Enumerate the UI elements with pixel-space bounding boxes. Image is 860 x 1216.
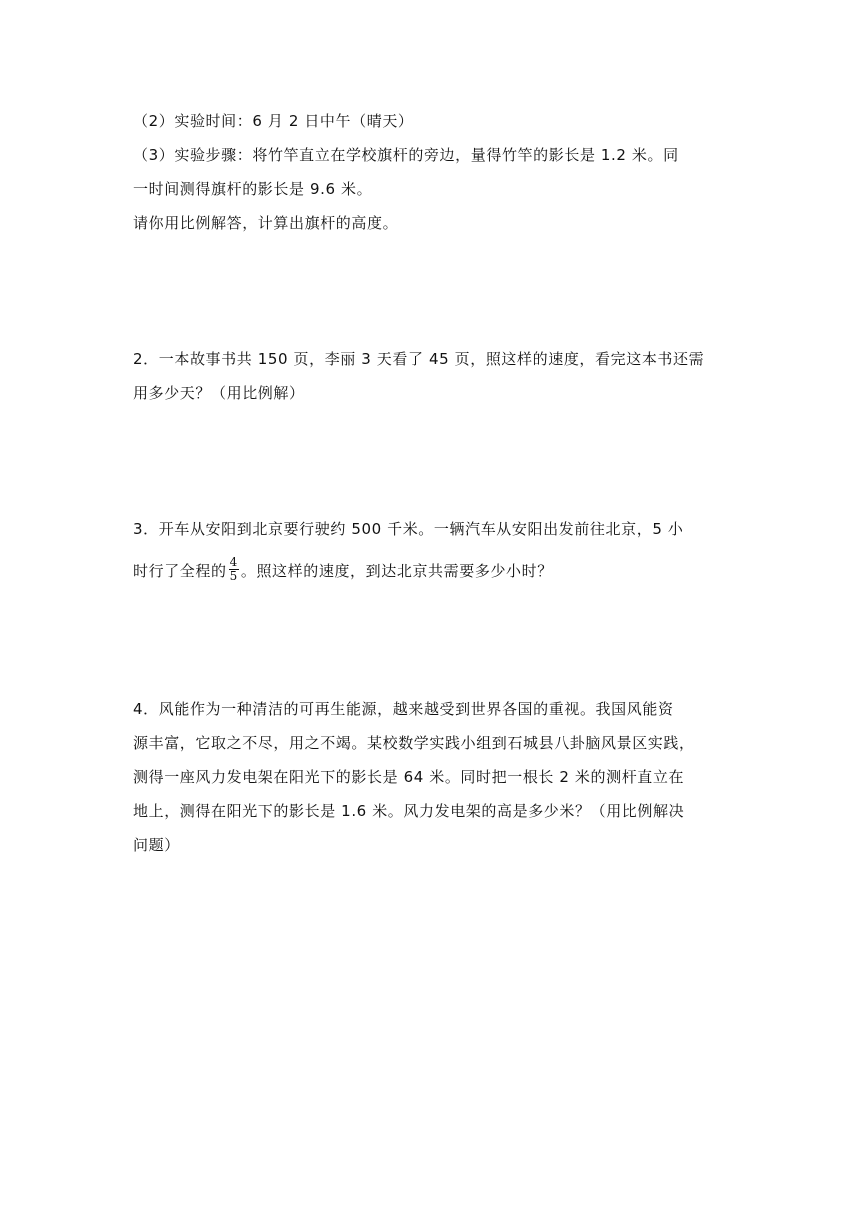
problem-3-line-2 [133,555,553,585]
problem-3-text-before-fraction: 时行了全程的 [133,562,227,580]
problem-2-line-1: 2．一本故事书共 150 页，李丽 3 天看了 45 页，照这样的速度，看完这本书还需 [133,350,705,368]
problem-4-line-4: 地上，测得在阳光下的影长是 1.6 米。风力发电架的高是多少米？（用比例解决 [133,802,685,820]
problem-4-line-1: 4．风能作为一种清洁的可再生能源，越来越受到世界各国的重视。我国风能资 [133,700,674,718]
problem-4-line-5: 问题） [133,836,180,854]
problem-3-text-after-fraction: 。照这样的速度，到达北京共需要多少小时？ [240,562,553,580]
experiment-time-line: （2）实验时间：6 月 2 日中午（晴天） [133,112,414,130]
problem-3-line-1: 3．开车从安阳到北京要行驶约 500 千米。一辆汽车从安阳出发前往北京，5 小 [133,520,684,538]
problem-4-line-3: 测得一座风力发电架在阳光下的影长是 64 米。同时把一根长 2 米的测杆直立在 [133,768,685,786]
experiment-steps-line-cont: 一时间测得旗杆的影长是 9.6 米。 [133,180,373,198]
fraction-four-fifths [229,556,239,583]
fraction-numerator: 4 [229,555,238,569]
experiment-steps-line: （3）实验步骤：将竹竿直立在学校旗杆的旁边，量得竹竿的影长是 1.2 米。同 [133,146,679,164]
problem-4-line-2: 源丰富，它取之不尽，用之不竭。某校数学实践小组到石城县八卦脑风景区实践， [133,734,695,752]
fraction-denominator: 5 [229,569,238,583]
problem-2-line-2: 用多少天？（用比例解） [133,384,305,402]
problem-1-instruction: 请你用比例解答，计算出旗杆的高度。 [133,214,399,232]
